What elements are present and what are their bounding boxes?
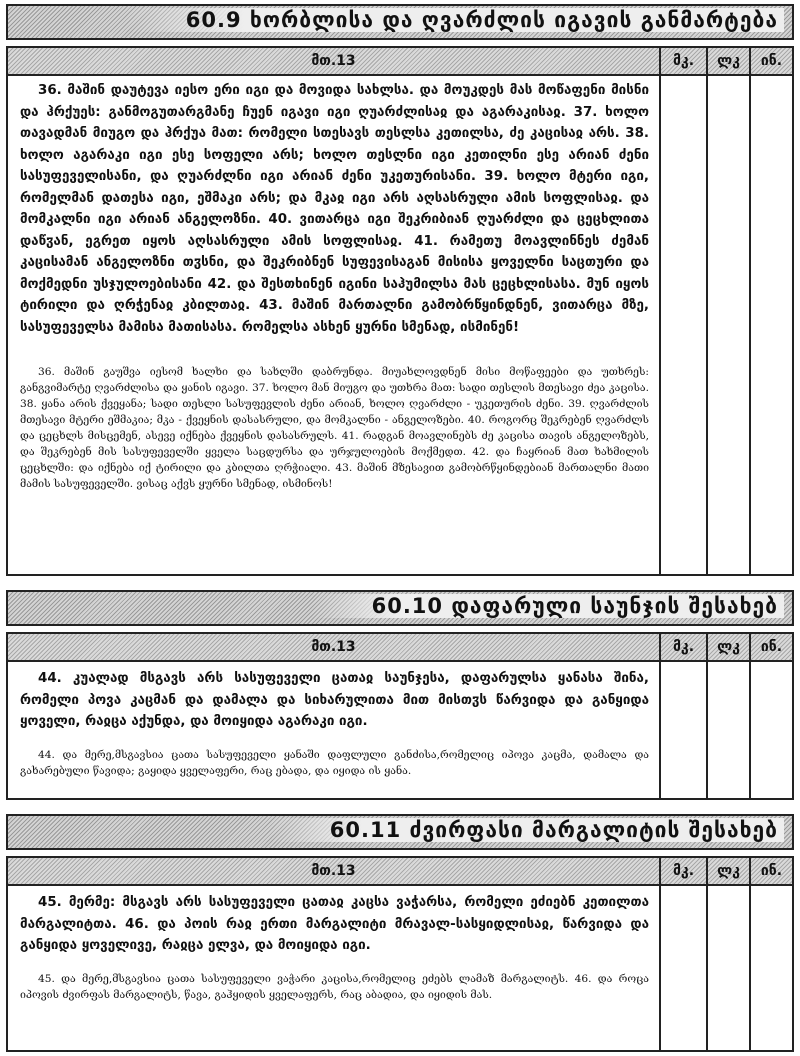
- section-title-2: 60.10 დაფარული საუნჯის შესახებ: [312, 594, 784, 618]
- column-mark: მკ.: [661, 634, 708, 660]
- column-divider: [749, 884, 751, 1050]
- old-georgian-text-1: 36. მაშინ დაუტევა იესო ერი იგი და მოვიდა სახლსა. და მოუკდეს მას მოწაფენი მისნი და ჰრქუეს: განმოგუთარგმანე ჩუენ იგავი იგი ღუარძლისაჲ და აგარაკისაჲ. 37. ხოლო თავადმან მიუგო და ჰრქუა მათ: რომელი სთესავს თესლსა კეთილსა, ძე კაცისაჲ არს. 38. ხოლო აგარაკი იგი ესე სოფელი არს; ხოლო თესლნი იგი კეთილნი ესე არიან ძენი სასუფეველისანი, და ღუარძლნი იგი არიან ძენი უკეთურისანი. 39. ხოლო მტერი იგი, რომელმან დათესა იგი, ეშმაკი არს; და მკაჲ იგი არს აღსასრული ამის სოფლისაჲ. და მომკალნი იგი არიან ანგელოზნი. 40. ვითარცა იგი შეკრიბიან ღუარძლი და ცეცხლითა დაწჳან, ეგრეთ იყოს აღსასრული ამის სოფლისაჲ. 41. რამეთუ მოავლინნეს ძემან კაცისამან ანგელოზნი თჳსნი, და შეკრიბნენ სუფევისაგან მისისა ყოველნი საცთური და მოქმედნი უსჯულოებისანი 42. და შესთხინენ იგინი საჰუმილსა მას ცეცხლისასა. მუნ იყოს ტირილი და ღრჭენაჲ კბილთაჲ. 43. მაშინ მართალნი გამობრწყინდნენ, ვითარცა მზე, სასუფეველსა მამისა მათისასა. რომელსა ასხენ ყურნი სმენად, ისმინენ!: [20, 83, 649, 335]
- column-mark: მკ.: [661, 48, 708, 74]
- column-divider: [659, 660, 661, 798]
- column-john: ინ.: [751, 634, 792, 660]
- modern-georgian-text-1: 36. მაშინ გაუშვა იესომ ხალხი და სახლში დაბრუნდა. მიუახლოვდნენ მისი მოწაფეები და უთხრეს: განგვიმარტე ღვარძლისა და ყანის იგავი. 37. ხოლო მან მიუგო და უთხრა მათ: სადი თესლის მთესავი ძეა კაცისა. 38. ყანა არის ქვეყანა; სადი თესლი სასუფევლის ძენი არიან, ხოლო ღვარძლი - უკეთურის ძენი. 39. ღვარძლის მთესავი მტერი ეშმაკია; მკა - ქვეყნის დასასრული, და მომკალნი - ანგელოზები. 40. როგორც შეკრებენ ღვარძლს და ცეცხლს მისცემენ, ასევე იქნება ქვეყნის დასასრულს. 41. რადგან მოავლინებს ძე კაცისა თავის ანგელოზებს, და შეკრებენ მის სასუფეველში ყველა საცდურსა და ურჯულოების მოქმედთ. 42. და ჩაყრიან მათ ხახმილის ცეცხლში: და იქნება იქ ტირილი და კბილთა ღრჭიალი. 43. მაშინ მზესავით გამობრწყინდებიან მართალნი მათი მამის სასუფეველში. ვისაც აქვს ყურნი სმენად, ისმინოს!: [20, 366, 649, 490]
- column-divider: [659, 74, 661, 574]
- modern-georgian-text-2: 44. და მერე,მსგავსია ცათა სასუფეველი ყანაში დაფლული განძისა,რომელიც იპოვა კაცმა, დამალა და გახარებული წავიდა; გაყიდა ყველაფერი, რაც ებადა, და იყიდა ის ყანა.: [20, 748, 649, 777]
- column-divider: [706, 660, 708, 798]
- reference-label-1: მთ.13: [8, 48, 661, 74]
- section-band-1: [6, 4, 794, 40]
- section-table-1: [6, 46, 794, 576]
- section-table-3: [6, 856, 794, 1052]
- modern-georgian-text-3: 45. და მერე,მსგავსია ცათა სასუფეველი ვაჭარი კაცისა,რომელიც ეძებს ლამაზ მარგალიტს. 46. და როცა იპოვის ძვირფას მარგალიტს, წავა, გაჰყიდის ყველაფერს, რაც აბადია, და იყიდის მას.: [20, 972, 649, 1001]
- reference-label-2: მთ.13: [8, 634, 661, 660]
- section-body-1: [8, 80, 659, 574]
- column-john: ინ.: [751, 48, 792, 74]
- reference-label-3: მთ.13: [8, 858, 661, 884]
- section-body-3: [8, 892, 659, 1050]
- column-luke: ლკ: [708, 634, 751, 660]
- column-divider: [659, 884, 661, 1050]
- section-band-2: [6, 590, 794, 626]
- column-divider: [749, 74, 751, 574]
- column-divider: [749, 660, 751, 798]
- section-title-1: 60.9 ხორბლისა და ღვარძლის იგავის განმარტება: [126, 8, 784, 32]
- old-georgian-text-2: 44. კუალად მსგავს არს სასუფეველი ცათაჲ საუნჯესა, დაფარულსა ყანასა შინა, რომელი პოვა კაცმან და დამალა და სიხარულითა მით მისთჳს წარვიდა და განყიდა ყოველი, რაჲცა აქუნდა, და მოიყიდა აგარაკი იგი.: [20, 671, 649, 729]
- column-divider: [706, 884, 708, 1050]
- column-mark: მკ.: [661, 858, 708, 884]
- table-header-3: [8, 858, 792, 886]
- table-header-1: [8, 48, 792, 76]
- section-body-2: [8, 668, 659, 798]
- section-title-3: 60.11 ძვირფასი მარგალიტის შესახებ: [270, 818, 784, 842]
- section-band-3: [6, 814, 794, 850]
- column-luke: ლკ: [708, 858, 751, 884]
- column-divider: [706, 74, 708, 574]
- column-luke: ლკ: [708, 48, 751, 74]
- table-header-2: [8, 634, 792, 662]
- section-table-2: [6, 632, 794, 800]
- column-john: ინ.: [751, 858, 792, 884]
- old-georgian-text-3: 45. მერმე: მსგავს არს სასუფეველი ცათაჲ კაცსა ვაჭარსა, რომელი ეძიებნ კეთილთა მარგალიტთა. 46. და პოის რაჲ ერთი მარგალიტი მრავალ-სასყიდლისაჲ, წარვიდა და განყიდა ყოველივე, რაჲცა ელვა, და მოიყიდა იგი.: [20, 895, 649, 953]
